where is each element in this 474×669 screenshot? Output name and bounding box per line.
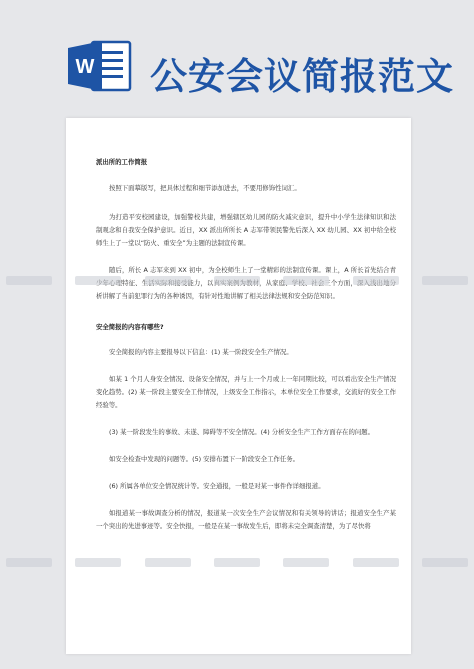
watermark-mark — [75, 558, 121, 567]
watermark-mark — [283, 276, 329, 285]
doc-paragraph: 随后，所长 A 志军来到 XX 初中，为全校师生上了一堂精彩的法制宣传课。课上，A 所长首先结合青 特征、生活 力，以真实案例为教材，从家庭、学校、社会三个方面， 析讲解了当前犯罪行为的各种诱因，有针对性地讲解了相关法律法规和安全防范知识。 — [96, 266, 396, 300]
watermark-mark — [6, 558, 52, 567]
doc-paragraph: 安全简报的内容主要报导以下信息：(1) 某一阶段安全生产情况。 — [109, 348, 293, 356]
doc-heading: 派出所的工作简报 — [96, 158, 148, 166]
watermark-mark — [145, 276, 191, 285]
doc-subheading: 安全简报的内容有哪些? — [96, 323, 164, 331]
doc-paragraph: 如报道某一事故调查分析的情况，报道某一次安全生产会议情况和有关领导的讲话；报道安全生产某一个突出的先进事迹等。安全快报，一般是在某一事故发生后，即将未完全调查清楚，为了尽快将 — [96, 509, 396, 530]
doc-paragraph: 如某 1 个月人身安全情况、设备安全情况，并与上一个月或上一年同期比较，可以看出安全生产情况变化趋势。(2) 某一阶段主要安全工作情况，上级安全工作指示，本单位安全工作要求，交流好的安全工作经验等。 — [96, 375, 396, 409]
watermark-mark — [422, 558, 468, 567]
banner-header — [0, 0, 474, 112]
watermark-mark — [6, 276, 52, 285]
doc-paragraph: (6) 所属各单位安全情况统计等。安全通报，一般是对某一事件作详细报道。 — [109, 482, 325, 490]
word-icon — [64, 38, 134, 94]
watermark-mark — [283, 558, 329, 567]
doc-paragraph: 按照下面摹版写，把具体过程和细节添加进去，不要用修饰性词汇。 — [109, 184, 301, 192]
watermark-strip — [0, 558, 474, 572]
watermark-mark — [353, 276, 399, 285]
watermark-mark — [214, 276, 260, 285]
document-body — [96, 156, 396, 533]
page-title: 公安会议简报范文 — [150, 54, 454, 98]
watermark-mark — [353, 558, 399, 567]
watermark-mark — [422, 276, 468, 285]
svg-text:W: W — [75, 56, 95, 78]
doc-paragraph: (3) 某一阶段发生的事故、未遂、障碍等不安全情况。(4) 分析安全生产工作方面存在的问题。 — [109, 428, 375, 436]
document-page — [66, 118, 411, 654]
watermark-strip — [0, 276, 474, 290]
doc-paragraph: 为打造平安校园建设，加强警校共建，增强辖区幼儿园的防火减灾意识，提升中小学生法律知识和法制观念和自我安全保护意识。近日，XX 派出所所长 A 志军带领民警先后深入 XX 幼儿园、XX 初中给全校师生上了一堂以“防火、重安全”为主题的法制宣传课。 — [96, 213, 396, 247]
watermark-mark — [145, 558, 191, 567]
watermark-mark — [214, 558, 260, 567]
watermark-mark — [75, 276, 121, 285]
doc-paragraph: 如安全检查中发现的问题等。(5) 安排布置下一阶段安全工作任务。 — [109, 455, 300, 463]
